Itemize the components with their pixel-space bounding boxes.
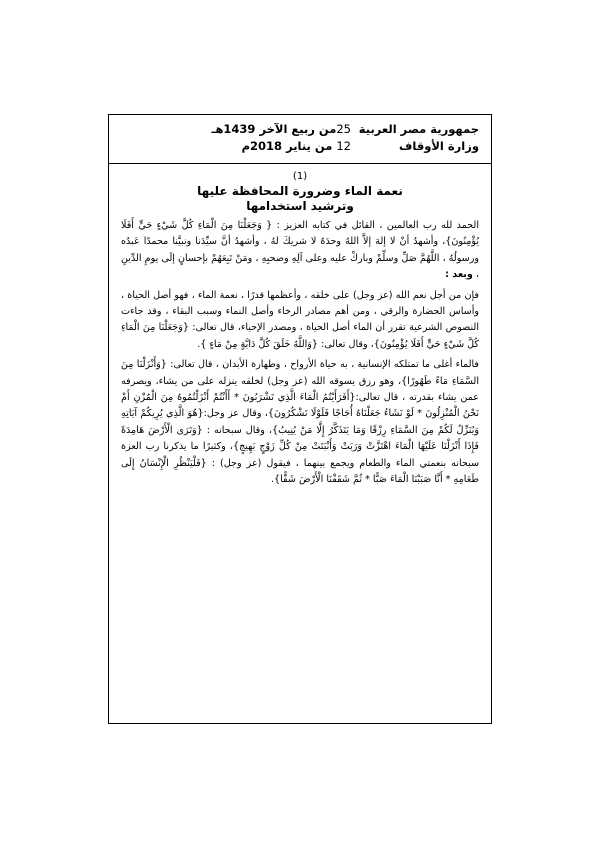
date-block xyxy=(212,121,351,155)
ministry-name: وزارة الأوقاف xyxy=(399,139,479,153)
sermon-title-line2: وترشيد استخدامها xyxy=(246,199,354,213)
country-name: جمهورية مصر العربية xyxy=(358,122,479,136)
sermon-number: (1) xyxy=(292,171,308,182)
gregorian-month-year: من يناير 2018م xyxy=(241,139,333,153)
issuer-block xyxy=(359,121,479,155)
sermon-body xyxy=(109,164,491,489)
hijri-date xyxy=(212,121,351,138)
hijri-month-year: من ربيع الآخر 1439هـ xyxy=(211,122,337,136)
gregorian-date xyxy=(212,138,351,155)
paragraph-3: فالماء أغلى ما تمتلكه الإنسانية ، به حياة الأرواح ، وطهارة الأبدان ، قال تعالى: {وَأَنْزَلْنَا مِنَ السَّمَاءِ مَاءً طَهُورًا}، وهو رزق يسوقه الله (عز وجل) لخلقه ينزله على من يشاء، ويصرفه عمن يشاء بقدرته ، قال تعالى:{أَفَرَأَيْتُمُ الْمَاءَ الَّذِي تَشْرَبُونَ * أَأَنْتُمْ أَنْزَلْتُمُوهُ مِنَ الْمُزْنِ أَمْ نَحْنُ الْمُنْزِلُونَ * لَوْ نَشَاءُ جَعَلْنَاهُ أُجَاجًا فَلَوْلَا تَشْكُرُونَ}، وقال عز وجل:{هُوَ الَّذِي يُرِيكُمْ آيَاتِهِ وَيُنَزِّلُ لَكُمْ مِنَ السَّمَاءِ رِزْقًا وَمَا يَتَذَكَّرُ إِلَّا مَنْ يُنِيبُ}، وقال سبحانه : {وَتَرَى الْأَرْضَ هَامِدَةً فَإِذَا أَنْزَلْنَا عَلَيْهَا الْمَاءَ اهْتَزَّتْ وَرَبَتْ وَأَنْبَتَتْ مِنْ كُلِّ زَوْجٍ بَهِيجٍ}، وكثيرًا ما يذكرنا رب العزة سبحانه بنعمتي الماء والطعام ويجمع بينهما ، فيقول (عز وجل) : {فَلْيَنْظُرِ الْإِنْسَانُ إِلَى طَعَامِهِ * أَنَّا صَبَبْنَا الْمَاءَ صَبًّا * ثُمَّ شَقَقْنَا الْأَرْضَ شَقًّا}. xyxy=(121,359,479,486)
wa-bad-phrase: وبعد : xyxy=(445,269,473,281)
document-header xyxy=(109,115,491,164)
sermon-title-line1: نعمة الماء وضرورة المحافظة عليها xyxy=(197,184,403,198)
page-frame xyxy=(108,114,492,724)
paragraph-2: فإن من أجل نعم الله (عز وجل) على خلقه ، وأعظمها قدرًا ، نعمة الماء ، فهو أصل الحياة ، وأساس الحضارة والرقي ، ومن أهم مصادر الرخاء وأصل النماء وسبب البقاء ، وقد جاءت النصوص الشرعية تقرر أن الماء أصل الحياة ، ومصدر الإحياء، قال تعالى: {وَجَعَلْنَا مِنَ الْمَاءِ كُلَّ شَيْءٍ حَيٍّ أَفَلَا يُؤْمِنُونَ}، وقال تعالى: {وَاللَّهُ خَلَقَ كُلَّ دَابَّةٍ مِنْ مَاءٍ }. xyxy=(121,289,479,350)
paragraph-opening xyxy=(121,218,479,284)
paragraph-opening-text: الحمد لله رب العالمين ، القائل في كتابه العزيز : { وَجَعَلْنَا مِنَ الْمَاءِ كُلَّ شَيْءٍ حَيٍّ أَفَلَا يُؤْمِنُونَ}، وأشهدُ أنْ لا إلهَ إلاَّ اللهُ وحدَهُ لا شريكَ لهُ ، وأشهدُ أنَّ سيِّدَنا ونبيَّنا محمدًا عَبدُه ورسولُهُ ، اللَّهُمَّ صَلِّ وسلِّمْ وباركْ عليه وعلى آلِهِ وصحبِهِ ، ومَنْ تَبِعَهُمْ بإحسانٍ إلَى يومِ الدِّينِ ، xyxy=(121,220,479,281)
hijri-day: 25 xyxy=(336,122,351,136)
gregorian-day: 12 xyxy=(336,139,351,153)
